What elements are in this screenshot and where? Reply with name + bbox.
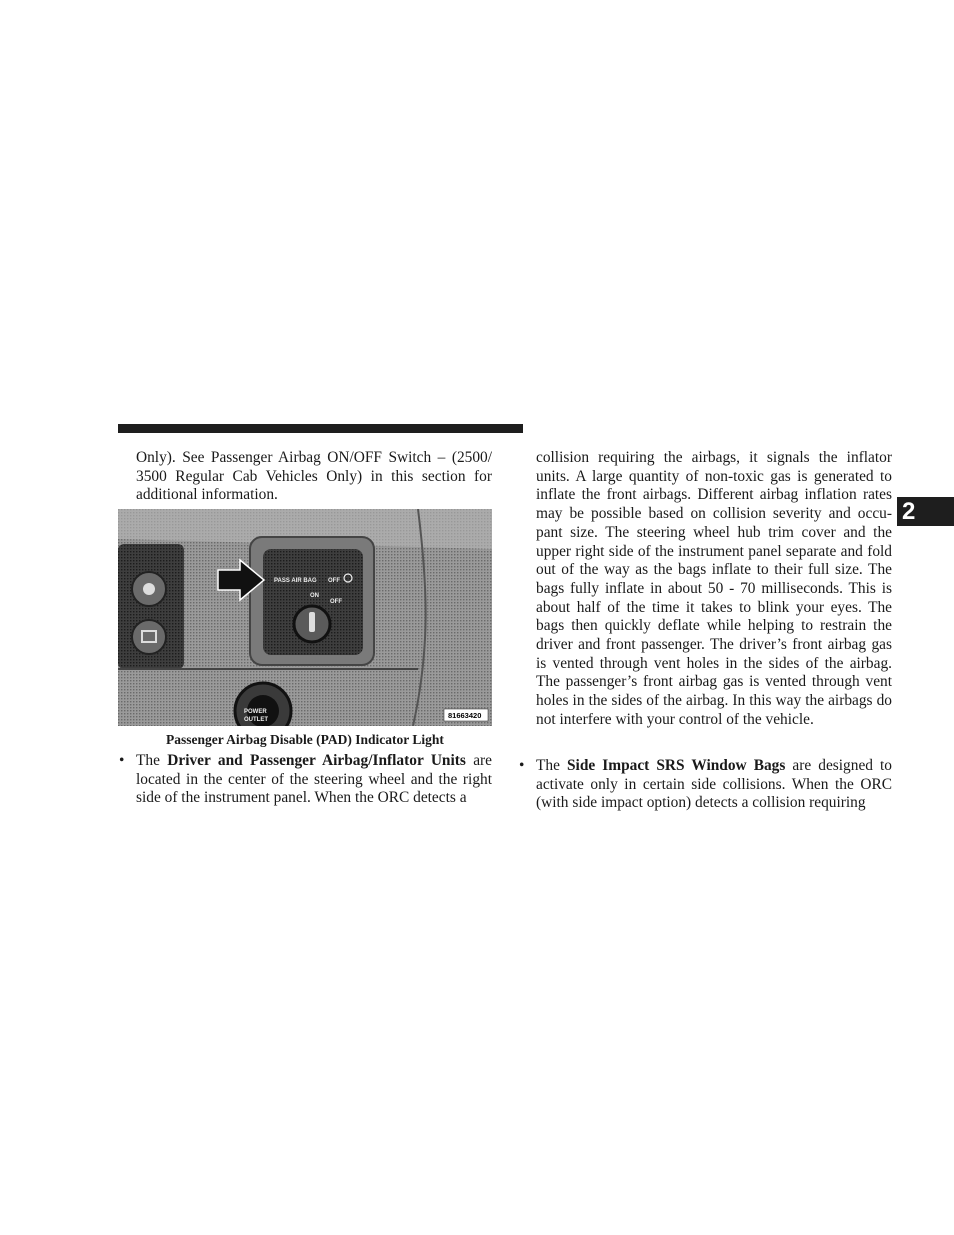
figure-caption: Passenger Airbag Disable (PAD) Indicator Light bbox=[166, 732, 444, 747]
on-label: ON bbox=[310, 593, 319, 599]
off-top-label: OFF bbox=[328, 578, 340, 584]
bullet-airbag-units bbox=[119, 752, 492, 808]
dashboard-photo bbox=[118, 509, 492, 726]
section-rule bbox=[118, 424, 523, 433]
pass-airbag-label: PASS AIR BAG bbox=[274, 578, 317, 584]
pad-indicator-figure bbox=[118, 509, 492, 726]
bullet2-text bbox=[536, 757, 892, 813]
power-label: POWER bbox=[244, 709, 267, 715]
bullet1-lead: The bbox=[136, 752, 168, 769]
intro-text: Only). See Passenger Airbag ON/OFF Switch – (2500/ 3500 Regular Cab Vehicles Only) in this section for additional information. bbox=[136, 449, 492, 504]
left-intro-paragraph bbox=[136, 449, 492, 505]
bullet-side-impact bbox=[519, 757, 893, 813]
bullet1-text bbox=[136, 752, 492, 808]
bullet-icon: • bbox=[519, 757, 525, 774]
right-paragraph bbox=[536, 449, 892, 730]
bullet1-bold: Driver and Passenger Airbag/Inflator Units bbox=[167, 752, 466, 769]
chapter-tab: 2 bbox=[897, 497, 954, 526]
figure-id: 81663420 bbox=[448, 711, 482, 720]
bullet2-bold: Side Impact SRS Window Bags bbox=[566, 757, 786, 774]
bullet2-lead: The bbox=[536, 757, 567, 774]
off-label: OFF bbox=[330, 599, 342, 605]
outlet-label: OUTLET bbox=[244, 717, 268, 723]
right-text: collision requiring the airbags, it signals the inflator units. A large quantity of non-toxic gas is generated to inflate the front airbags. Different airbag inflation rates may be possible based on collision severity and occu- pant size. The steering wheel hub trim cover and the upper right side of the instrument panel separate and fold out of the way as the bags inflate to their full size. The bags fully inflate in about 50 - 70 milliseconds. This is about half of the time it takes to blink your eyes. The bags then quickly deflate while helping to restrain the driver and front passenger. The driver’s front airbag gas is vented through vent holes in the sides of the airbag. The passenger’s front airbag gas is vented through vent holes in the sides of the airbag. In this way the airbags do not interfere with your control of the vehicle. bbox=[536, 449, 892, 728]
bullet-icon: • bbox=[119, 752, 125, 769]
bullet2-rest: are designed to activate only in certain side collisions. When the ORC (with side impact option) detects a collision requiring bbox=[536, 757, 893, 812]
bullet1-rest: are located in the center of the steering wheel and the right side of the instrument panel. When the ORC detects a bbox=[136, 752, 492, 807]
